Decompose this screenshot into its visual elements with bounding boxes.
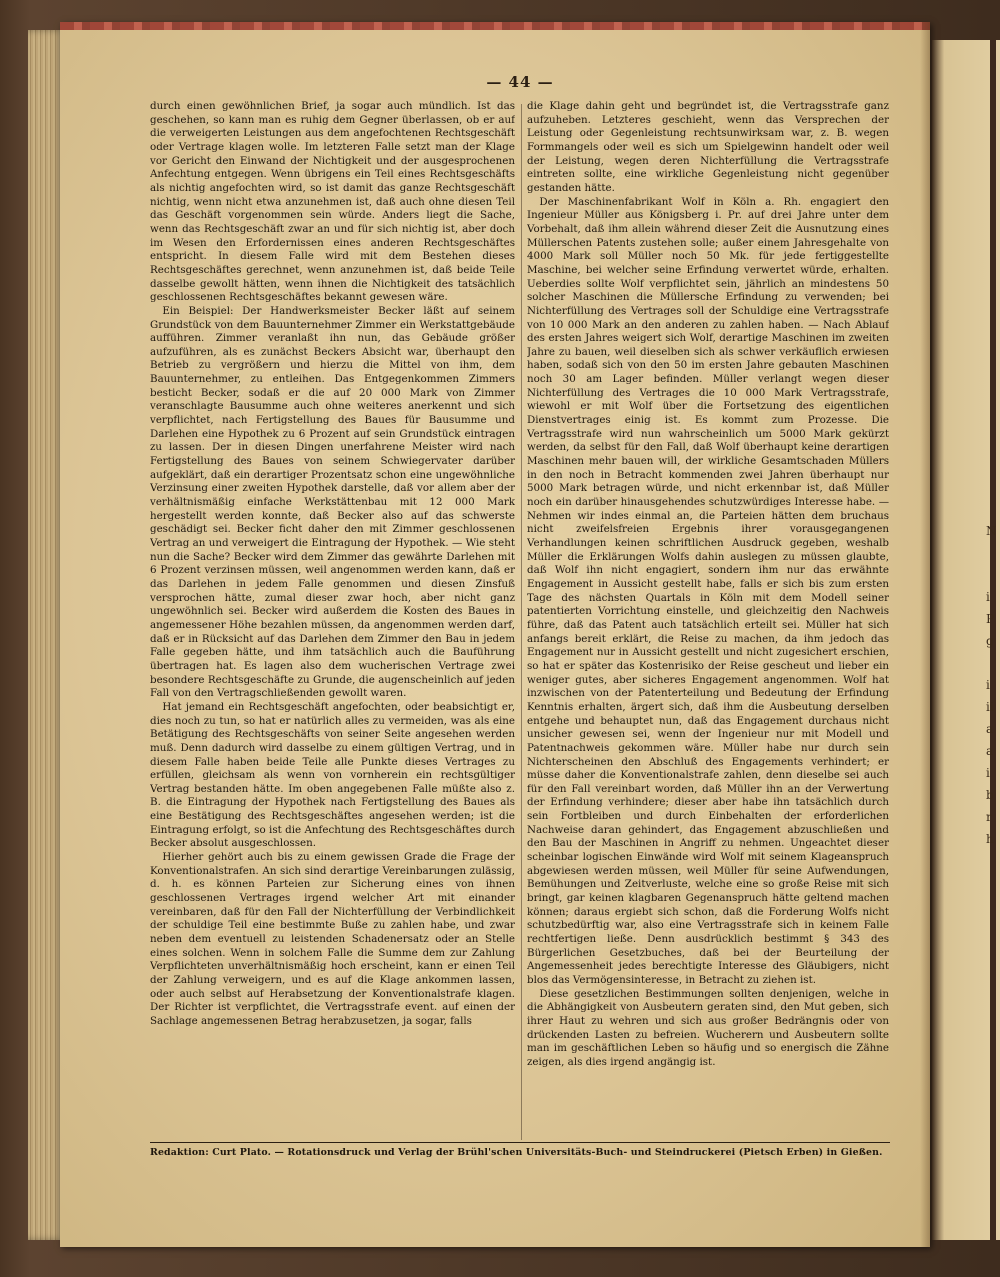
left-column [150,100,515,1140]
page-number: — 44 — [486,73,554,91]
paragraph: die Klage dahin geht und begründet ist, die Vertragsstrafe ganz aufzuheben. Letzteres geschieht, wenn das Versprechen der Leistung oder Gegenleistung rechtsunwirksam war, z. B. wegen Formmangels oder weil es sich um Spielgewinn handelt oder weil der Leistung, wegen deren Nichterfüllung die Vertragsstrafe eintreten sollte, eine wirkliche Gegenleistung nicht gegenüber gestanden hätte. [527,100,889,194]
adjacent-page-edge-text: N i P g i ii a a i b r h [986,524,997,846]
paragraph: Diese gesetzlichen Bestimmungen sollten denjenigen, welche in die Abhängigkeit von Ausbeutern geraten sind, den Mut geben, sich ihrer Haut zu wehren und sich aus großer Bedrängnis oder von drückenden Lasten zu befreien. Wucherern und Ausbeutern sollte man im geschäftlichen Leben so häufig und so energisch die Zähne zeigen, als dies irgend angängig ist. [527,987,889,1068]
paragraph: Hat jemand ein Rechtsgeschäft angefochten, oder beabsichtigt er, dies noch zu tun, so hat er natürlich alles zu vermeiden, was als eine Betätigung des Rechtsgeschäfts von seiner Seite angesehen werden muß. Denn dadurch wird dasselbe zu einem gültigen Vertrag, und in diesem Falle haben beide Teile alle Punkte dieses Vertrages zu erfüllen, gleichsam als wenn von vornherein ein rechtsgültiger Vertrag bestanden hätte. Im oben angegebenen Falle müßte also z. B. die Eintragung der Hypothek nach Fertigstellung des Baues als eine Bestätigung des Rechtsgeschäftes angesehen werden; ist die Eintragung erfolgt, so ist die Anfechtung des Rechtsgeschäftes durch Becker absolut ausgeschlossen. [150,700,515,850]
paragraph: Der Maschinenfabrikant Wolf in Köln a. Rh. engagiert den Ingenieur Müller aus Königsberg i. Pr. auf drei Jahre unter dem Vorbehalt, daß ihm allein während dieser Zeit die Ausnutzung eines Müllerschen Patents zustehen solle; außer einem Jahresgehalte von 4000 Mark soll Müller noch 50 Mk. für jede fertiggestellte Maschine, bei welcher seine Erfindung verwertet würde, erhalten. Ueberdies sollte Wolf verpflichtet sein, jährlich an mindestens 50 solcher Maschinen die Müllersche Erfindung zu verwenden; bei Nichterfüllung des Vertrages soll der Schuldige eine Vertragsstrafe von 10 000 Mark an den anderen zu zahlen haben. — Nach Ablauf des ersten Jahres weigert sich Wolf, derartige Maschinen im zweiten Jahre zu bauen, weil dieselben sich als schwer verkäuflich erwiesen haben, sodaß sich von den 50 im ersten Jahre gebauten Maschinen noch 30 am Lager befinden. Müller verlangt wegen dieser Nichterfüllung des Vertrages die 10 000 Mark Vertragsstrafe, wiewohl er mit Wolf über die Fortsetzung des eigentlichen Dienstvertrages einig ist. Es kommt zum Prozesse. Die Vertragsstrafe wird nun wahrscheinlich um 5000 Mark gekürzt werden, da selbst für den Fall, daß Wolf überhaupt keine derartigen Maschinen mehr bauen will, der wirkliche Gesamtschaden Müllers in den noch in Betracht kommenden zwei Jahren überhaupt nur 5000 Mark betragen würde, und nicht erkennbar ist, daß Müller noch ein darüber hinausgehendes schutzwürdiges Interesse habe. — Nehmen wir indes einmal an, die Parteien hätten dem bruchaus nicht zweifelsfreien Ergebnis ihrer vorausgegangenen Verhandlungen keinen schriftlichen Ausdruck gegeben, weshalb Müller die Erklärungen Wolfs dahin auslegen zu müssen glaubte, daß Wolf ihn nicht engagiert, sondern ihm nur das erwähnte Engagement in Aussicht gestellt habe, falls er sich bis zum ersten Tage des nächsten Quartals in Köln mit dem Modell seiner patentierten Vorrichtung einstelle, und gleichzeitig den Nachweis führe, daß das Patent auch tatsächlich erteilt sei. Müller hat sich anfangs bereit erklärt, die Reise zu machen, da ihm jedoch das Engagement nur in Aussicht gestellt und nicht zugesichert erschien, so hat er später das Kostenrisiko der Reise gescheut und lieber ein weniger gutes, aber sicheres Engagement angenommen. Wolf hat inzwischen von der Patenterteilung und Bedeutung der Erfindung Kenntnis erhalten, ärgert sich, daß ihm die Ausbeutung derselben entgehe und behauptet nun, daß das Engagement durchaus nicht unsicher gewesen sei, wenn der Ingenieur nur mit Modell und Patentnachweis gekommen wäre. Müller habe nur durch sein Nichterscheinen den Abschluß des Engagements verhindert; er müsse daher die Konventionalstrafe zahlen, denn dieselbe sei auch für den Fall vereinbart worden, daß Müller ihn an der Verwertung der Erfindung verhindere; dieser aber habe ihn tatsächlich durch sein Fortbleiben und durch Einbehalten der erforderlichen Nachweise daran gehindert, das Engagement abzuschließen und den Bau der Maschinen in Angriff zu nehmen. Ungeachtet dieser scheinbar logischen Einwände wird Wolf mit seinem Klageanspruch abgewiesen werden müssen, weil Müller für seine Aufwendungen, Bemühungen und Zeitverluste, welche eine so große Reise mit sich bringt, gar keinen klagbaren Gegenanspruch hätte geltend machen können; daraus ergiebt sich schon, daß die Forderung Wolfs nicht schutzbedürftig war, also eine Vertragsstrafe sich in keinem Falle rechtfertigen ließe. Denn ausdrücklich bestimmt § 343 des Bürgerlichen Gesetzbuches, daß bei der Beurteilung der Angemessenheit jedes berechtigte Interesse des Gläubigers, nicht blos das Vermögensinteresse, in Betracht zu ziehen ist. [527,195,889,986]
right-column [527,100,889,1140]
imprint-footer: Redaktion: Curt Plato. — Rotationsdruck und Verlag der Brühl'schen Universitäts-Buch- und Steindruckerei (Pietsch Erben) in Gießen. [150,1147,883,1158]
column-divider [521,104,522,1140]
paragraph: durch einen gewöhnlichen Brief, ja sogar auch mündlich. Ist das geschehen, so kann man es ruhig dem Gegner überlassen, ob er auf die verweigerten Leistungen aus dem angefochtenen Rechtsgeschäft oder Vertrage klagen wolle. Im letzteren Falle setzt man der Klage vor Gericht den Einwand der Nichtigkeit und der ausgesprochenen Anfechtung entgegen. Wenn übrigens ein Teil eines Rechtsgeschäfts als nichtig angefochten wird, so ist damit das ganze Rechtsgeschäft nichtig, wenn nicht etwa anzunehmen ist, daß auch ohne diesen Teil das Geschäft vorgenommen sein würde. Anders liegt die Sache, wenn das Rechtsgeschäft zwar an und für sich nichtig ist, aber doch im Wesen den Erfordernissen eines anderen Rechtsgeschäftes entspricht. In diesem Falle wird mit dem Bestehen dieses Rechtsgeschäftes gerechnet, wenn anzunehmen ist, daß beide Teile dasselbe gewollt hätten, wenn ihnen die Nichtigkeit des tatsächlich geschlossenen Rechtsgeschäftes bekannt gewesen wäre. [150,100,515,304]
book-page-edges [28,30,64,1240]
paragraph: Hierher gehört auch bis zu einem gewissen Grade die Frage der Konventionalstrafen. An sich sind derartige Vereinbarungen zulässig, d. h. es können Parteien zur Sicherung eines von ihnen geschlossenen Vertrages irgend welcher Art mit einander vereinbaren, daß für den Fall der Nichterfüllung der Verbindlichkeit der schuldige Teil eine bestimmte Buße zu zahlen habe, und zwar neben dem eventuell zu leistenden Schadenersatz oder an Stelle eines solchen. Wenn in solchem Falle die Summe dem zur Zahlung Verpflichteten unverhältnismäßig hoch erscheint, kann er einen Teil der Zahlung verweigern, und es auf die Klage ankommen lassen, oder auch selbst auf Herabsetzung der Konventionalstrafe klagen. Der Richter ist verpflichtet, die Vertragsstrafe event. auf einen der Sachlage angemessenen Betrag herabzusetzen, ja sogar, falls [150,851,515,1027]
footer-rule [150,1142,890,1143]
paragraph: Ein Beispiel: Der Handwerksmeister Becker läßt auf seinem Grundstück von dem Bauunternehmer Zimmer ein Werkstattgebäude aufführen. Zimmer veranlaßt ihn nun, das Gebäude größer aufzuführen, als es zunächst Beckers Absicht war, überhaupt den Betrieb zu vergrößern und hierzu die Mittel von ihm, dem Bauunternehmer, zu entleihen. Das Entgegenkommen Zimmers besticht Becker, sodaß er die auf 20 000 Mark von Zimmer veranschlagte Bausumme auch ohne weiteres anerkennt und sich verpflichtet, nach Fertigstellung des Baues für Bausumme und Darlehen eine Hypothek zu 6 Prozent auf sein Grundstück eintragen zu lassen. Der in diesen Dingen unerfahrene Meister wird nach Fertigstellung des Baues von seinem Schwiegervater darüber aufgeklärt, daß ein derartiger Prozentsatz schon eine ungewöhnliche Verzinsung einer zweiten Hypothek darstelle, daß vor allem aber der verhältnismäßig einfache Werkstättenbau mit 12 000 Mark hergestellt werden konnte, daß Becker also auf das schwerste geschädigt sei. Becker ficht daher den mit Zimmer geschlossenen Vertrag an und verweigert die Eintragung der Hypothek. — Wie steht nun die Sache? Becker wird dem Zimmer das gewährte Darlehen mit 6 Prozent verzinsen müssen, weil angenommen werden kann, daß er das Darlehen in jedem Falle genommen und diesen Zinsfuß versprochen hätte, zumal dieser zwar hoch, aber nicht ganz ungewöhnlich sei. Becker wird außerdem die Kosten des Baues in angemessener Höhe bezahlen müssen, da angenommen werden darf, daß er in Rücksicht auf das Darlehen dem Zimmer den Bau in jedem Falle gegeben hätte, und ihm tatsächlich auch die Bauführung übertragen hat. Es lagen also dem wucherischen Vertrage zwei besondere Rechtsgeschäfte zu Grunde, die augenscheinlich auf jeden Fall von den Vertragschließenden gewollt waren. [150,304,515,700]
